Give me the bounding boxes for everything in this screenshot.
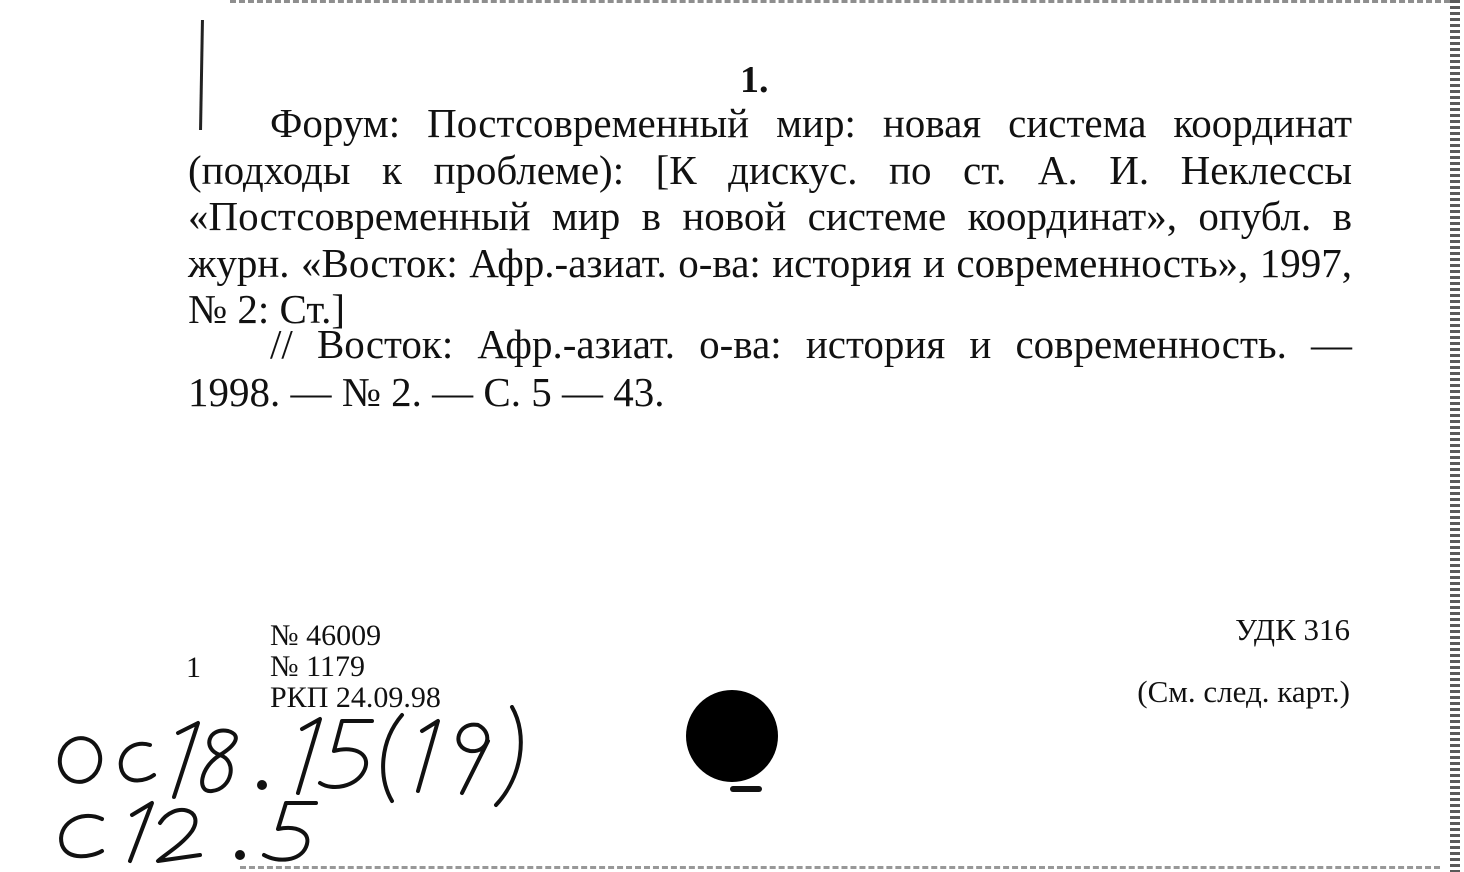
scan-edge-bottom: [240, 866, 1440, 872]
punch-hole: [686, 690, 778, 782]
copies-count: 1: [186, 651, 201, 684]
registration-block: [270, 620, 441, 713]
udk-code: УДК 316: [1235, 612, 1350, 647]
rkp-date: РКП 24.09.98: [270, 681, 441, 714]
handwritten-line-1: [55, 707, 521, 805]
inventory-number: № 46009: [270, 619, 382, 652]
scan-edge-top: [230, 0, 1450, 6]
record-number: № 1179: [270, 650, 366, 683]
handwritten-shelfmark: [50, 705, 570, 865]
bibliographic-entry: Форум: Постсовременный мир: новая система координат (подходы к проблеме): [К дискус. по ст. А. И. Неклессы «Постсовременный мир в новой системе координат», опубл. в журн. «Восток: Афр.-азиат. о-ва: история и современность», 1997, № 2: Ст.]: [188, 100, 1352, 332]
card-number: 1.: [740, 59, 769, 101]
scan-edge-right: [1450, 0, 1460, 872]
source-reference: // Восток: Афр.-азиат. о-ва: история и современность. — 1998. — № 2. — С. 5 — 43.: [188, 321, 1352, 415]
punch-hole-shadow: [730, 786, 762, 792]
handwritten-line-2: [61, 803, 316, 861]
see-next-card: (См. след. карт.): [1137, 674, 1350, 709]
